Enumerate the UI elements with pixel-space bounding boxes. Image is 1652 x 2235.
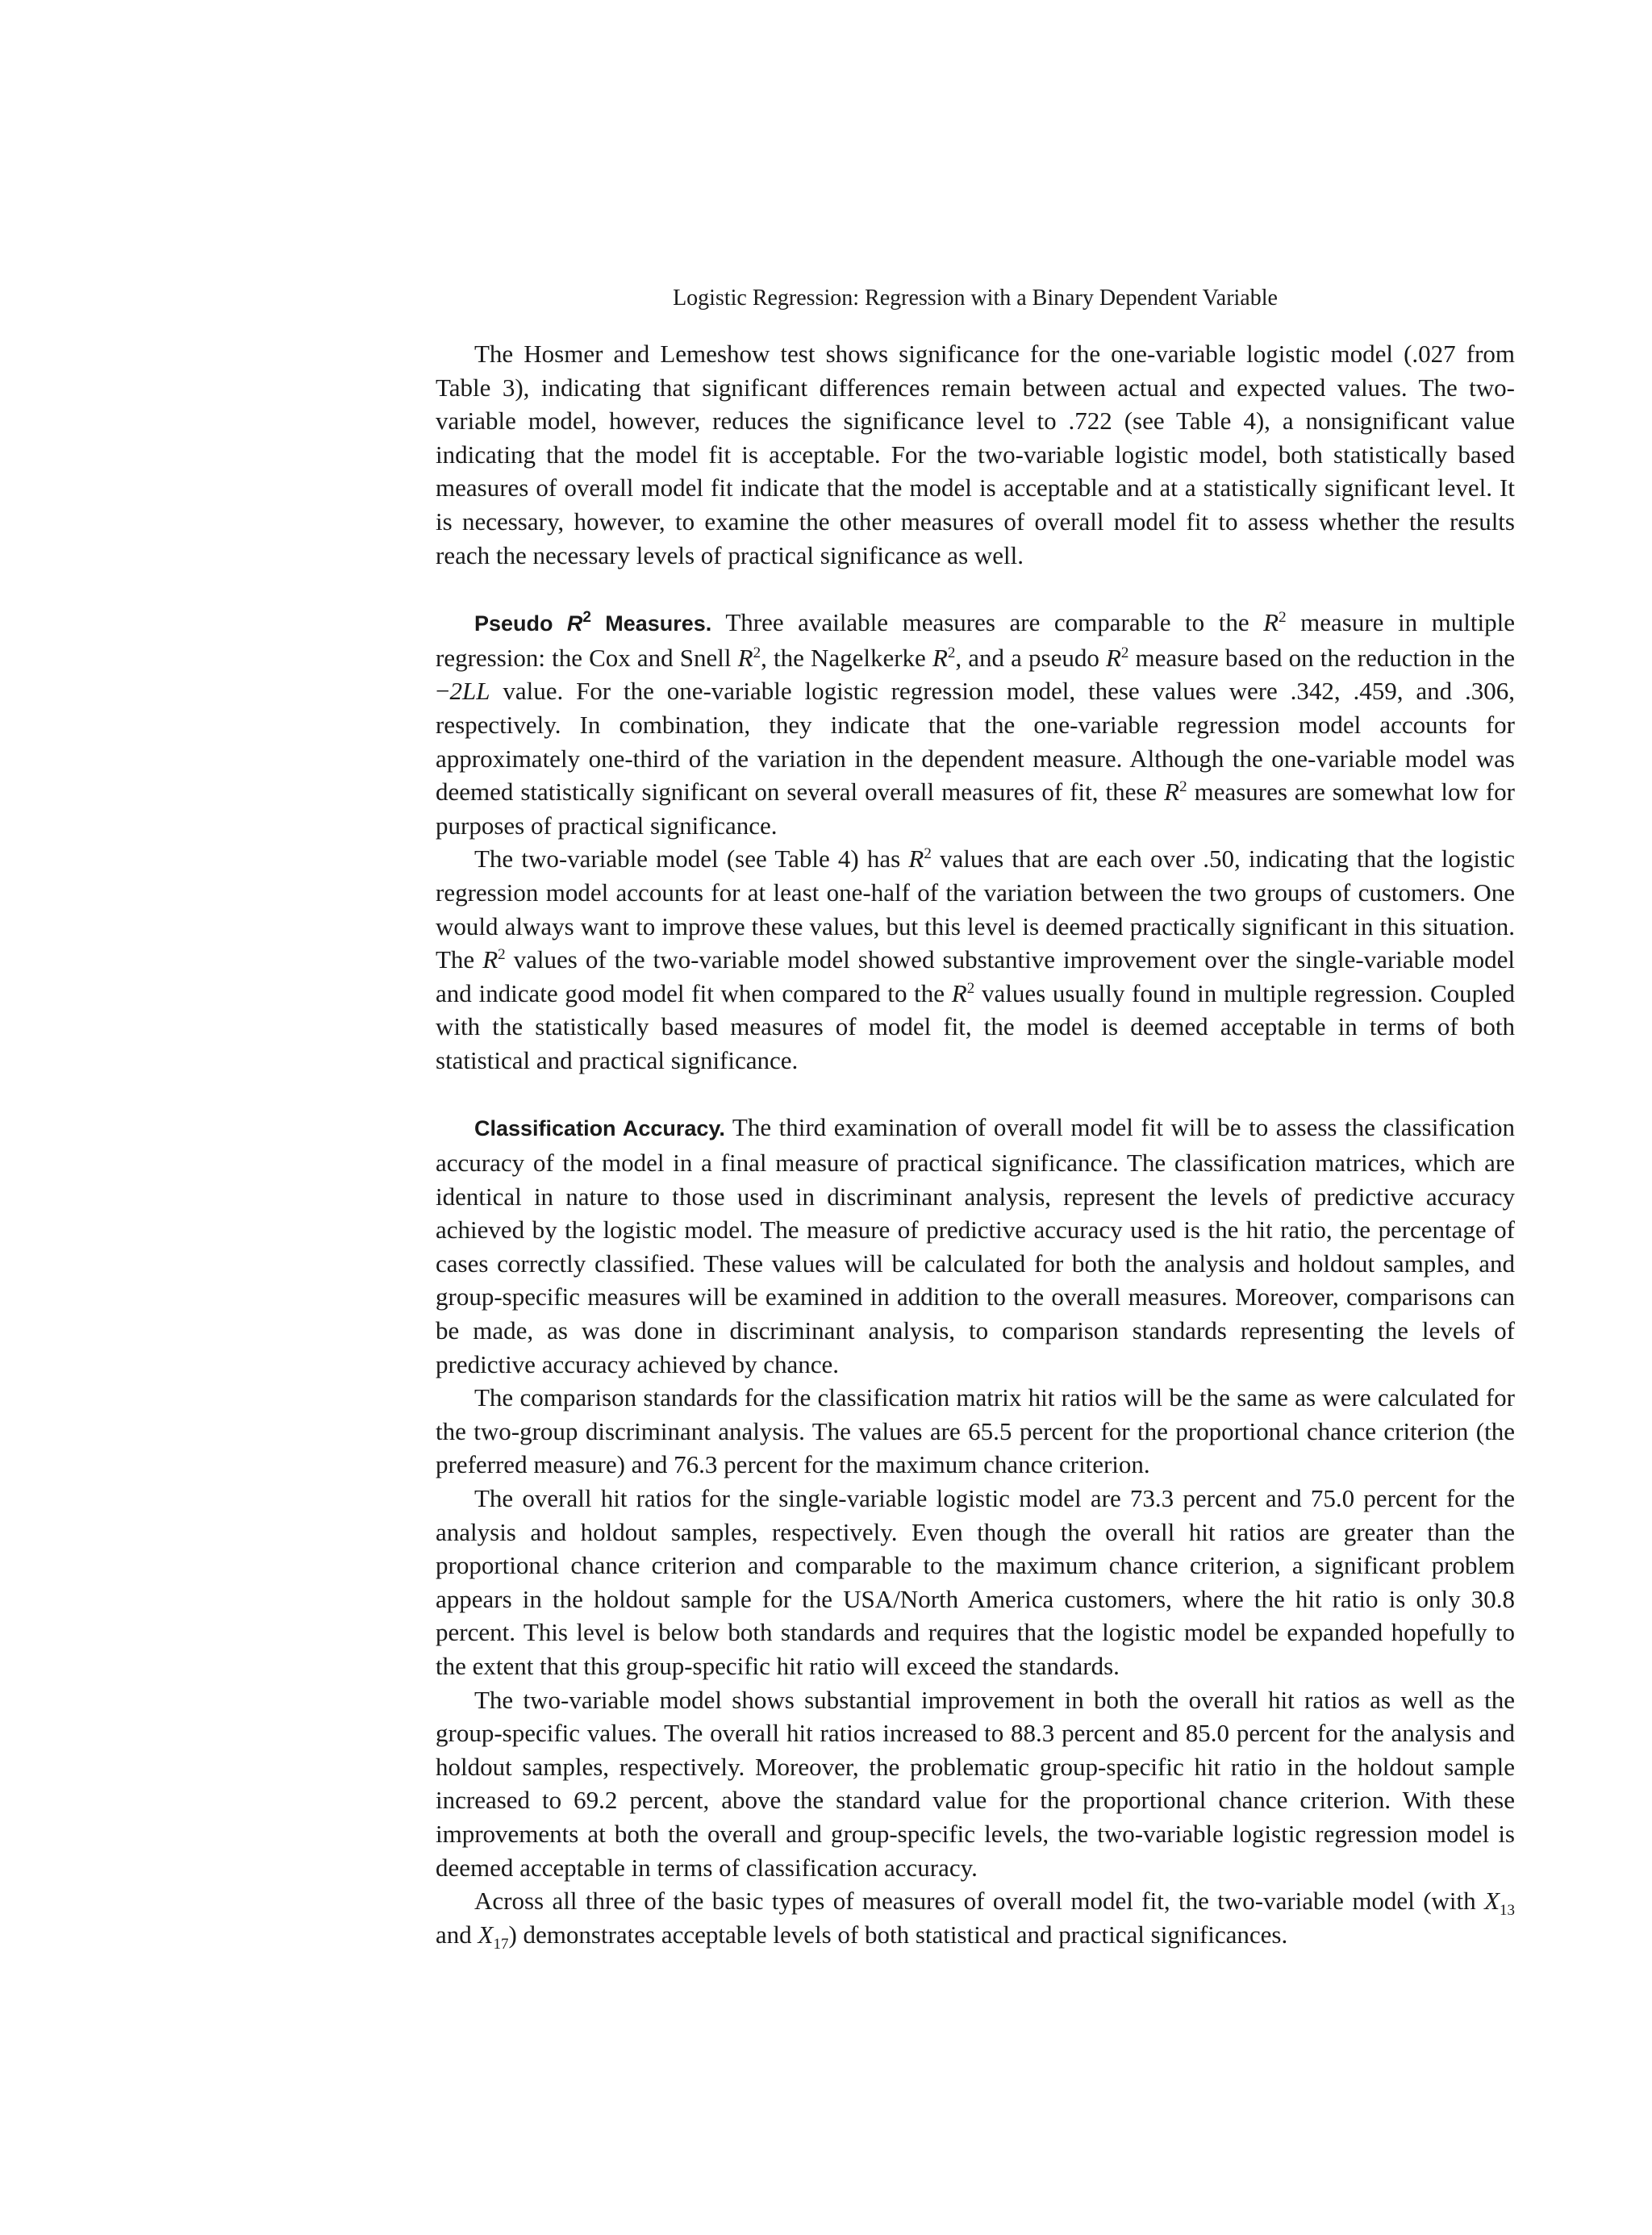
section-heading-classification-accuracy: Classification Accuracy.	[474, 1116, 725, 1141]
paragraph-conclusion: Across all three of the basic types of measures of overall model fit, the two-variable model (with $X_{13}$ and $X_{17}$) demonstrates acceptable levels of both statistical and practical significances.	[436, 1887, 1515, 1953]
paragraph-two-variable-hit-ratios: The two-variable model shows substantial improvement in both the overall hit ratios as well as the group-specific values. The overall hit ratios increased to 88.3 percent and 85.0 percent for the analysis and holdout samples, respectively. Moreover, the problematic group-specific hit ratio in the holdout sample increased to 69.2 percent, above the standard value for the proportional chance criterion. With these improvements at both the overall and group-specific levels, the two-variable logistic regression model is deemed acceptable in terms of classification accuracy.	[436, 1685, 1515, 1882]
paragraph-single-variable-hit-ratios: The overall hit ratios for the single-variable logistic model are 73.3 percent and 75.0 percent for the analysis and holdout samples, respectively. Even though the overall hit ratios are greater than the proportional chance criterion and comparable to the maximum chance criterion, a significant problem appears in the holdout sample for the USA/North America customers, where the hit ratio is only 30.8 percent. This level is below both standards and requires that the logistic model be expanded hopefully to the extent that this group-specific hit ratio will exceed the standards.	[436, 1484, 1515, 1680]
paragraph-pseudo-r2: Pseudo $R^2$ Measures. Three available measures are comparable to the $R^2$ measure in multiple regression: the Cox and Snell $R^2$, the Nagelkerke $R^2$, and a pseudo $R^2$ measure based on the reduction in the −2LL value. For the one-variable logistic regression model, these values were .342, .459, and .306, respectively. In combination, they indicate that the one-variable regression model accounts for approximately one-third of the variation in the dependent measure. Although the one-variable model was deemed statistically significant on several overall measures of fit, these $R^2$ measures are somewhat low for purposes of practical significance.	[436, 608, 1516, 840]
running-head: Logistic Regression: Regression with a Binary Dependent Variable	[673, 286, 1278, 311]
paragraph-comparison-standards: The comparison standards for the classification matrix hit ratios will be the same as were calculated for the two-group discriminant analysis. The values are 65.5 percent for the proportional chance criterion (the preferred measure) and 76.3 percent for the maximum chance criterion.	[436, 1383, 1515, 1479]
page-body	[436, 282, 1515, 1951]
paragraph-classification-accuracy: Classification Accuracy. The third examination of overall model fit will be to assess the classification accuracy of the model in a final measure of practical significance. The classification matrices, which are identical in nature to those used in discriminant analysis, represent the levels of predictive accuracy achieved by the logistic model. The measure of predictive accuracy used is the hit ratio, the percentage of cases correctly classified. These values will be calculated for both the analysis and holdout samples, and group-specific measures will be examined in addition to the overall measures. Moreover, comparisons can be made, as was done in discriminant analysis, to comparison standards representing the levels of predictive accuracy achieved by chance.	[436, 1113, 1515, 1378]
paragraph-hosmer-lemeshow: The Hosmer and Lemeshow test shows significance for the one-variable logistic model (.027 from Table 3), indicating that significant differences remain between actual and expected values. The two-variable model, however, reduces the significance level to .722 (see Table 4), a nonsignificant value indicating that the model fit is acceptable. For the two-variable logistic model, both statistically based measures of overall model fit indicate that the model is acceptable and at a statistically significant level. It is necessary, however, to examine the other measures of overall model fit to assess whether the results reach the necessary levels of practical significance as well.	[436, 340, 1515, 569]
section-heading-pseudo-r2: Pseudo $R^2$ Measures.	[474, 609, 712, 636]
paragraph-two-variable-r2: The two-variable model (see Table 4) has $R^2$ values that are each over .50, indicating that the logistic regression model accounts for at least one-half of the variation between the two groups of customers. One would always want to improve these values, but this level is deemed practically significant in this situation. The $R^2$ values of the two-variable model showed substantive improvement over the single-variable model and indicate good model fit when compared to the $R^2$ values usually found in multiple regression. Coupled with the statistically based measures of model fit, the model is deemed acceptable in terms of both statistical and practical significance.	[436, 844, 1515, 1074]
